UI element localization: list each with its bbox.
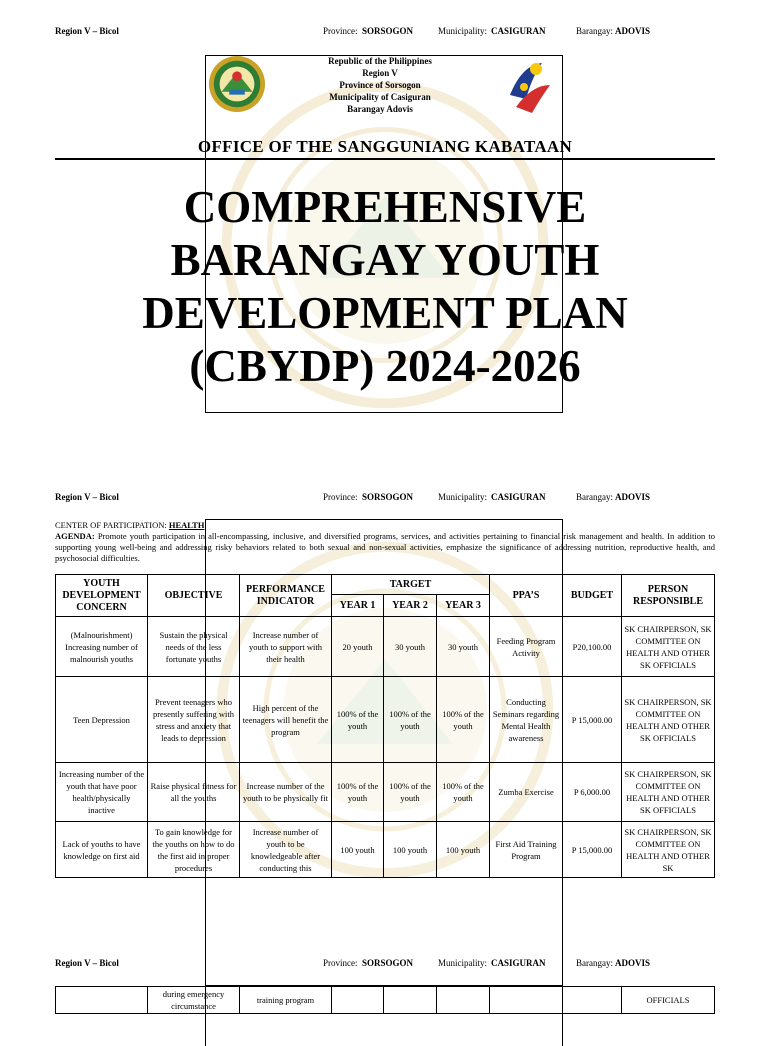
cell-budget: P20,100.00 [563,617,622,677]
col-header-person: PERSON RESPONSIBLE [622,575,715,617]
col-header-year3: YEAR 3 [437,595,490,617]
col-header-year1: YEAR 1 [332,595,384,617]
letterhead-line: Barangay Adovis [347,104,413,114]
col-header-objective: OBJECTIVE [148,575,240,617]
sk-logo-icon [502,55,554,117]
col-header-ppas: PPA’S [490,575,563,617]
cell-budget: P 6,000.00 [563,763,622,822]
cell-year2 [384,987,437,1014]
letterhead-line: Region V [362,68,398,78]
title-line: (CBYDP) 2024-2026 [189,341,581,391]
province-value: SORSOGON [362,958,414,968]
table-header-row [56,575,715,595]
barangay-label: Barangay: [576,958,613,968]
region-text: Region V – Bicol [55,26,119,36]
col-header-budget: BUDGET [563,575,622,617]
col-header-target: TARGET [332,575,490,595]
cell-person: OFFICIALS [622,987,715,1014]
agenda-label: AGENDA: [55,531,95,541]
cell-person: SK CHAIRPERSON, SK COMMITTEE ON HEALTH AND OTHER SK OFFICIALS [622,617,715,677]
table-row [56,763,715,822]
barangay-value: ADOVIS [615,492,651,502]
participation-section [55,520,715,564]
office-title: OFFICE OF THE SANGGUNIANG KABATAAN [197,137,573,156]
province-value: SORSOGON [362,492,414,502]
barangay-value: ADOVIS [615,958,651,968]
barangay-value: ADOVIS [615,26,651,36]
office-rule [55,158,715,160]
municipality-label: Municipality: [438,492,487,502]
cell-ppas: Conducting Seminars regarding Mental Health awareness [490,677,563,763]
table-row [56,822,715,878]
agenda-text: Promote youth participation in all-encompassing, inclusive, and diversified programs, services, and activities pertaining to financial risk management and health. In addition to supporting young well-being and addressing risky behaviors related to both sexual and non-sexual activities, emphasize the significance of addressing nutrition, reproductive health, and psychosocial difficulties. [55,531,716,563]
cell-ppas: Feeding Program Activity [490,617,563,677]
letterhead-line: Municipality of Casiguran [329,92,431,102]
cell-ppas [490,987,563,1014]
cell-person: SK CHAIRPERSON, SK COMMITTEE ON HEALTH AND OTHER SK [622,822,715,878]
center-value: HEALTH [168,520,205,530]
barangay-label: Barangay: [576,26,613,36]
cell-concern: (Malnourishment) Increasing number of malnourish youths [56,617,148,677]
cell-concern [56,987,148,1014]
cell-year1: 20 youth [332,617,384,677]
cell-year3: 100 youth [437,822,490,878]
table-row [56,987,715,1014]
page-header-2 [55,492,715,506]
cell-budget: P 15,000.00 [563,677,622,763]
plan-table [55,574,715,878]
province-label: Province: [323,26,358,36]
cell-ppas: Zumba Exercise [490,763,563,822]
cell-year1 [332,987,384,1014]
title-line: BARANGAY YOUTH [170,235,600,285]
center-label: CENTER OF PARTICIPATION: [55,520,167,530]
letterhead-line: Republic of the Philippines [328,56,432,66]
cell-budget [563,987,622,1014]
region-text: Region V – Bicol [55,492,119,502]
page-header-3 [55,958,715,972]
plan-table-continued [55,986,715,1014]
col-header-year2: YEAR 2 [384,595,437,617]
cell-year2: 100% of the youth [384,677,437,763]
municipality-value: CASIGURAN [491,26,546,36]
cell-objective: Sustain the physical needs of the less fortunate youths [148,617,240,677]
cell-year1: 100% of the youth [332,677,384,763]
cell-objective: Prevent teenagers who presently suffering with stress and anxiety that leads to depression [148,677,240,763]
cell-indicator: Increase number of youth to be knowledgeable after conducting this [240,822,332,878]
cell-person: SK CHAIRPERSON, SK COMMITTEE ON HEALTH AND OTHER SK OFFICIALS [622,763,715,822]
cell-indicator: Increase number of youth to support with their health [240,617,332,677]
cell-year3: 100% of the youth [437,677,490,763]
cell-concern: Teen Depression [56,677,148,763]
cell-year3 [437,987,490,1014]
cell-concern: Lack of youths to have knowledge on first aid [56,822,148,878]
cell-objective: Raise physical fitness for all the youths [148,763,240,822]
municipality-value: CASIGURAN [491,958,546,968]
cell-year3: 30 youth [437,617,490,677]
cell-indicator: High percent of the teenagers will benefit the program [240,677,332,763]
municipality-value: CASIGURAN [491,492,546,502]
cell-indicator: training program [240,987,332,1014]
province-label: Province: [323,958,358,968]
cell-person: SK CHAIRPERSON, SK COMMITTEE ON HEALTH AND OTHER SK OFFICIALS [622,677,715,763]
cell-objective: during emergency circumstance [148,987,240,1014]
document-title [60,181,710,393]
page-header-1 [55,26,715,40]
cell-indicator: Increase number of the youth to be physically fit [240,763,332,822]
cell-year3: 100% of the youth [437,763,490,822]
municipality-label: Municipality: [438,26,487,36]
letterhead-line: Province of Sorsogon [339,80,421,90]
municipality-label: Municipality: [438,958,487,968]
col-header-indicator: PERFORMANCE INDICATOR [240,575,332,617]
cell-year2: 100 youth [384,822,437,878]
cell-year2: 30 youth [384,617,437,677]
cell-ppas: First Aid Training Program [490,822,563,878]
title-line: COMPREHENSIVE [183,182,587,232]
cell-objective: To gain knowledge for the youths on how to do the first aid in proper procedures [148,822,240,878]
col-header-concern: YOUTH DEVELOPMENT CONCERN [56,575,148,617]
province-value: SORSOGON [362,26,414,36]
cell-year1: 100 youth [332,822,384,878]
cell-concern: Increasing number of the youth that have poor health/physically inactive [56,763,148,822]
barangay-label: Barangay: [576,492,613,502]
title-line: DEVELOPMENT PLAN [142,288,628,338]
cell-budget: P 15,000.00 [563,822,622,878]
province-label: Province: [323,492,358,502]
cell-year1: 100% of the youth [332,763,384,822]
table-row [56,617,715,677]
table-row [56,677,715,763]
region-text: Region V – Bicol [55,958,119,968]
cell-year2: 100% of the youth [384,763,437,822]
letterhead [255,55,505,115]
